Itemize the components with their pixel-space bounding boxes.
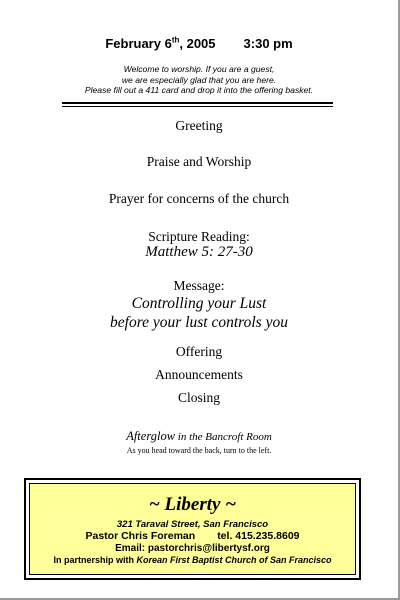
church-info-box bbox=[24, 478, 361, 580]
order-praise-worship: Praise and Worship bbox=[146, 154, 252, 169]
order-greeting: Greeting bbox=[175, 118, 223, 133]
partnership-line bbox=[30, 555, 355, 565]
scripture-reference: Matthew 5: 27-30 bbox=[145, 244, 253, 260]
partnership-prefix: In partnership with bbox=[53, 555, 137, 565]
scripture-reading-label: Scripture Reading: bbox=[148, 229, 250, 244]
church-email: Email: pastorchris@libertysf.org bbox=[115, 543, 270, 554]
message-title-line2: before your lust controls you bbox=[110, 314, 288, 331]
partner-church-name: Korean First Baptist Church of San Francisco bbox=[136, 555, 332, 565]
message-title-line1: Controlling your Lust bbox=[131, 295, 267, 312]
church-phone: tel. 415.235.8609 bbox=[217, 530, 300, 542]
welcome-message bbox=[0, 64, 398, 96]
afterglow-location: in the Bancroft Room bbox=[175, 431, 272, 443]
order-offering: Offering bbox=[175, 344, 223, 359]
pastor-name: Pastor Chris Foreman bbox=[85, 530, 196, 542]
order-announcements: Announcements bbox=[155, 367, 243, 382]
welcome-line: we are especially glad that you are here. bbox=[121, 74, 277, 85]
welcome-line: Please fill out a 411 card and drop it into the offering basket. bbox=[84, 85, 314, 95]
church-address: 321 Taraval Street, San Francisco bbox=[116, 519, 269, 530]
order-closing: Closing bbox=[177, 390, 220, 405]
service-time: 3:30 pm bbox=[243, 36, 293, 52]
afterglow-directions: As you head toward the back, turn to the left. bbox=[126, 446, 272, 455]
service-date: February 6th, 2005 bbox=[105, 36, 216, 52]
pastor-contact bbox=[30, 530, 355, 542]
church-info-box-inner bbox=[29, 483, 356, 575]
divider-thick bbox=[62, 102, 333, 104]
church-name: ~ Liberty ~ bbox=[148, 494, 237, 515]
afterglow-line bbox=[0, 429, 398, 444]
afterglow-name: Afterglow bbox=[126, 429, 176, 443]
order-prayer: Prayer for concerns of the church bbox=[108, 191, 290, 206]
welcome-line: Welcome to worship. If you are a guest, bbox=[123, 64, 275, 74]
divider-thin bbox=[62, 106, 333, 107]
service-date-time bbox=[0, 36, 398, 51]
message-label: Message: bbox=[173, 278, 225, 293]
